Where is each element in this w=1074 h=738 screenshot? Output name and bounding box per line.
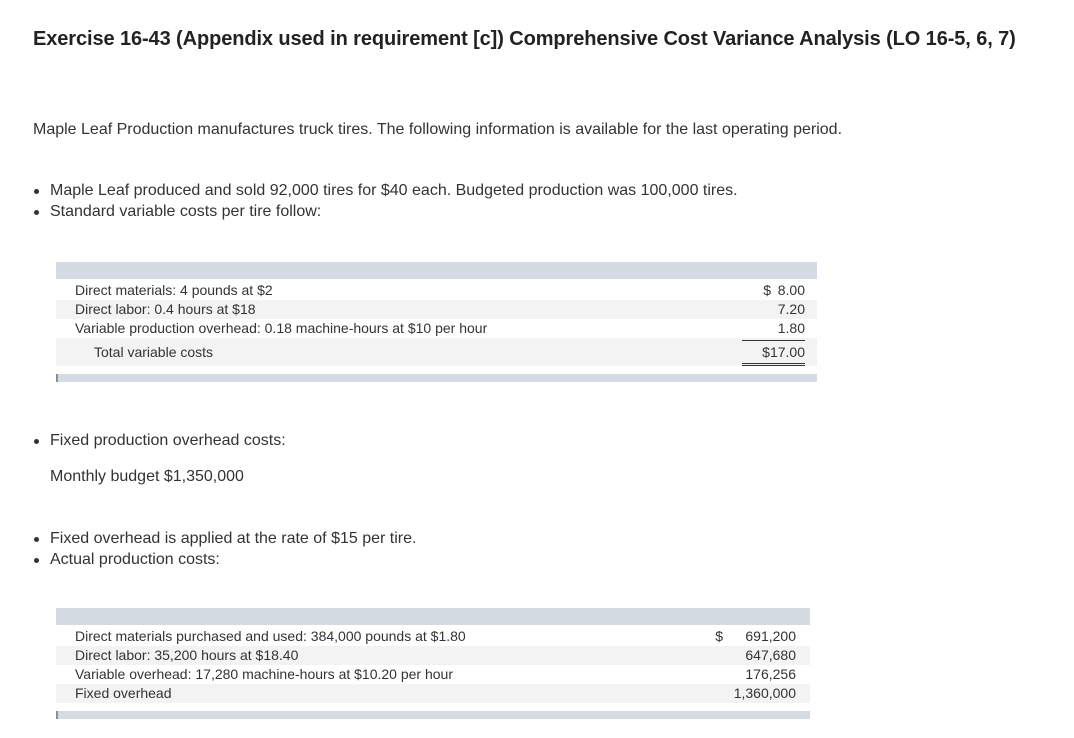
total-amount: $17.00 [742, 340, 805, 366]
table-footer-band [56, 374, 817, 382]
table-row [56, 646, 810, 665]
row-label: Fixed overhead [75, 685, 172, 701]
table-header-band [56, 262, 817, 279]
row-label: Direct labor: 0.4 hours at $18 [75, 301, 256, 317]
row-amount: 7.20 [777, 301, 805, 317]
currency-symbol: $ [763, 282, 771, 298]
table-row [56, 684, 810, 703]
intro-text: Maple Leaf Production manufactures truck tires. The following information is available for the last operating period. [33, 121, 843, 138]
table-row [56, 281, 817, 300]
table-header-band [56, 608, 810, 625]
row-amount: 1,360,000 [733, 685, 796, 701]
standard-costs-table [56, 262, 817, 383]
page-title: Exercise 16-43 (Appendix used in requirement [c]) Comprehensive Cost Variance Analysis (LO 16-5, 6, 7) [33, 28, 1016, 50]
list-item: Fixed production overhead costs: [33, 430, 286, 451]
actual-costs-table [56, 608, 810, 720]
row-label: Direct materials: 4 pounds at $2 [75, 282, 273, 298]
bullet-list-production [33, 180, 738, 222]
table-row [56, 665, 810, 684]
row-label: Variable production overhead: 0.18 machine-hours at $10 per hour [75, 320, 488, 336]
row-label: Direct labor: 35,200 hours at $18.40 [75, 647, 299, 663]
bullet-list-actual [33, 528, 416, 570]
bullet-list-fixed-overhead [33, 430, 286, 451]
total-label: Total variable costs [94, 344, 214, 360]
row-amount: 176,256 [745, 666, 796, 682]
currency-symbol: $ [715, 628, 723, 644]
list-item: Maple Leaf produced and sold 92,000 tires for $40 each. Budgeted production was 100,000 tires. [33, 180, 738, 201]
table-footer-band [56, 711, 810, 719]
list-item: Actual production costs: [33, 549, 416, 570]
monthly-budget-text: Monthly budget $1,350,000 [50, 468, 244, 485]
row-amount: 647,680 [745, 647, 796, 663]
table-row [56, 300, 817, 319]
row-label: Direct materials purchased and used: 384,000 pounds at $1.80 [75, 628, 466, 644]
table-row [56, 319, 817, 338]
row-amount: 8.00 [777, 282, 805, 298]
table-row [56, 627, 810, 646]
row-label: Variable overhead: 17,280 machine-hours at $10.20 per hour [75, 666, 453, 682]
list-item: Fixed overhead is applied at the rate of $15 per tire. [33, 528, 416, 549]
row-amount: 691,200 [745, 628, 796, 644]
table-row-total [56, 338, 817, 366]
list-item: Standard variable costs per tire follow: [33, 201, 738, 222]
row-amount: 1.80 [777, 320, 805, 336]
